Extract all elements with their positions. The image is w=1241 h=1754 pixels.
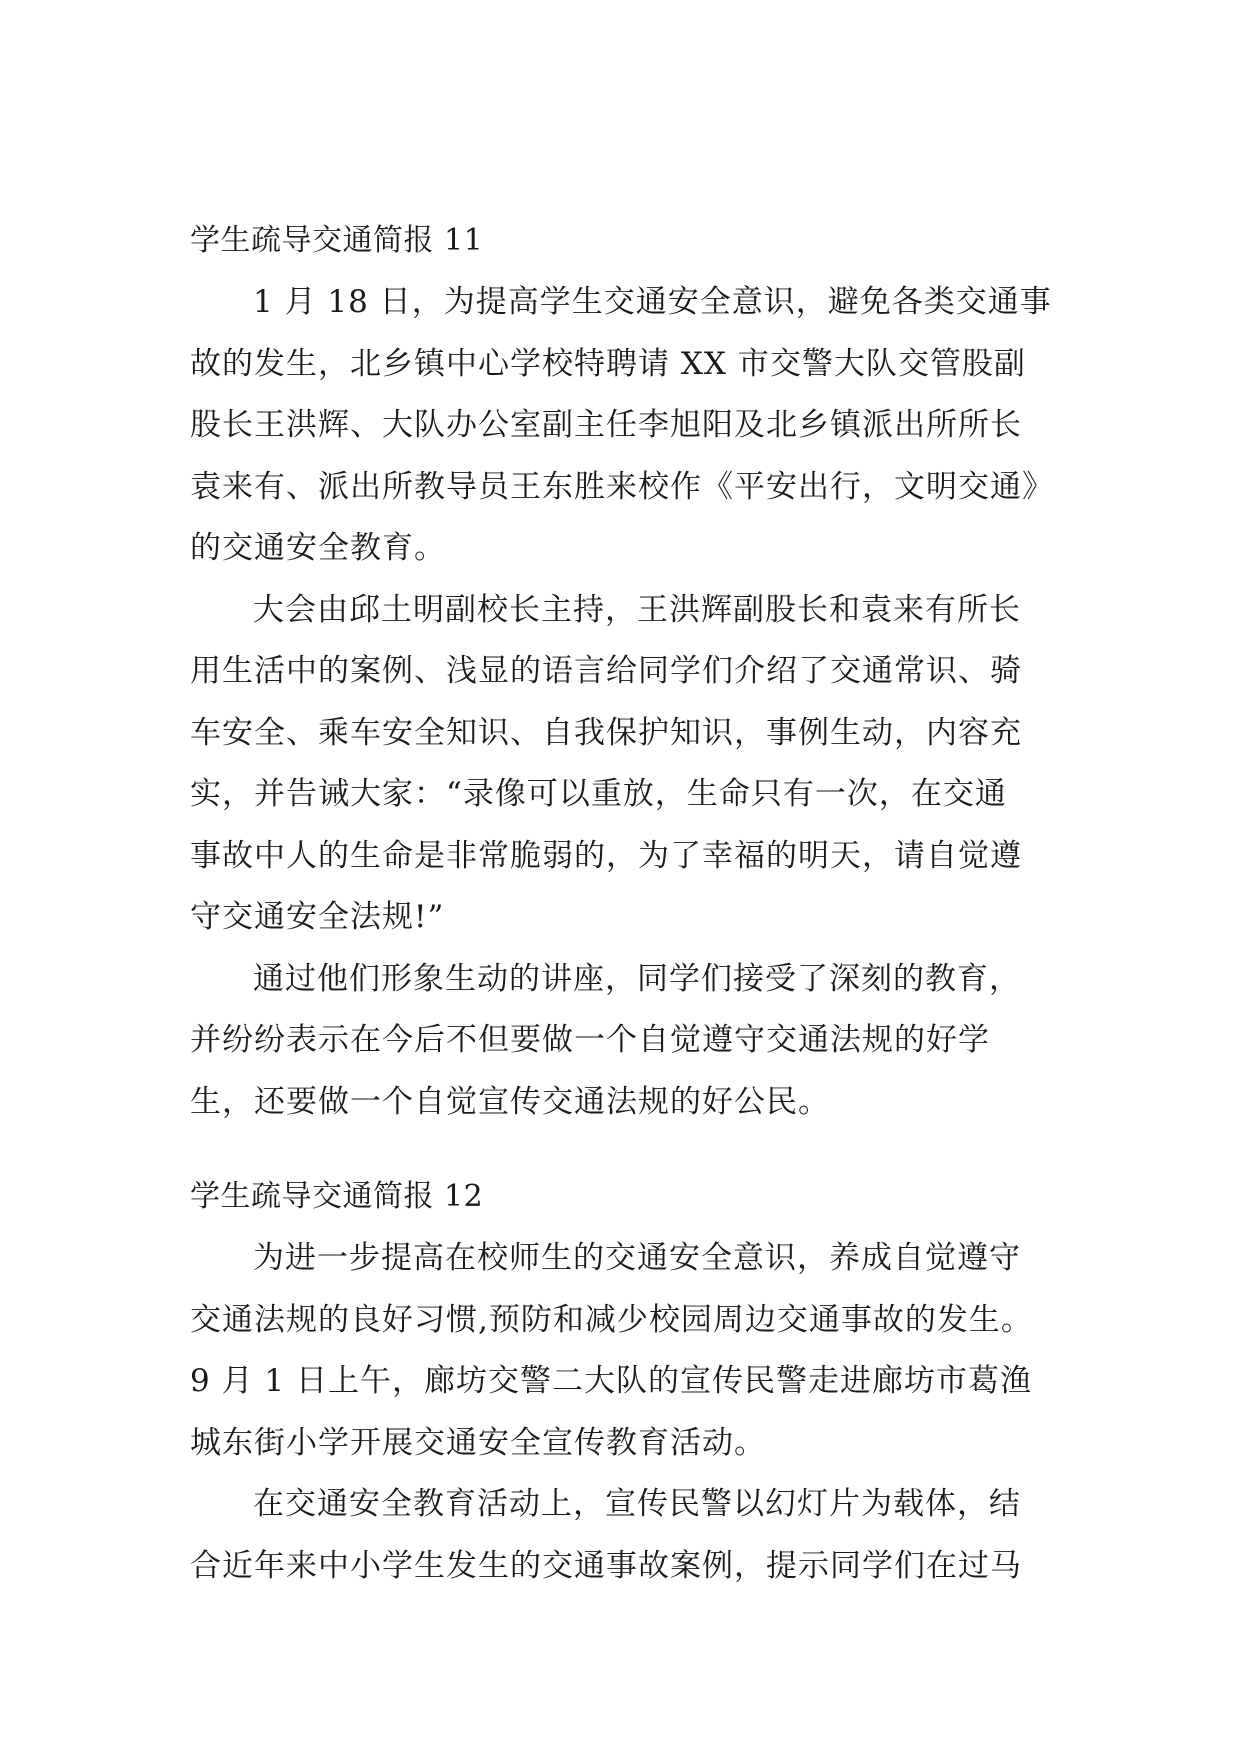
- paragraph-line: 9 月 1 日上午，廊坊交警二大队的宣传民警走进廊坊市葛渔: [190, 1363, 1033, 1399]
- paragraph-line: 生，还要做一个自觉宣传交通法规的好公民。: [190, 1084, 830, 1120]
- paragraph-line: 合近年来中小学生发生的交通事故案例，提示同学们在过马: [190, 1548, 1022, 1584]
- paragraph-line: 在交通安全教育活动上，宣传民警以幻灯片为载体，结: [253, 1486, 1021, 1522]
- paragraph-line: 城东街小学开展交通安全宣传教育活动。: [190, 1425, 766, 1461]
- paragraph-line: 事故中人的生命是非常脆弱的，为了幸福的明天，请自觉遵: [190, 838, 1022, 874]
- paragraph-line: 车安全、乘车安全知识、自我保护知识，事例生动，内容充: [190, 715, 1022, 751]
- paragraph-line: 为进一步提高在校师生的交通安全意识，养成自觉遵守: [253, 1240, 1021, 1276]
- paragraph-line: 并纷纷表示在今后不但要做一个自觉遵守交通法规的好学: [190, 1022, 990, 1058]
- section-title-12: 学生疏导交通简报 12: [190, 1179, 484, 1214]
- paragraph-line: 袁来有、派出所教导员王东胜来校作《平安出行，文明交通》: [190, 469, 1054, 505]
- section-title-11: 学生疏导交通简报 11: [190, 223, 484, 258]
- paragraph-line: 通过他们形象生动的讲座，同学们接受了深刻的教育，: [253, 961, 1021, 997]
- paragraph-line: 的交通安全教育。: [190, 530, 446, 566]
- paragraph-line: 1 月 18 日，为提高学生交通安全意识，避免各类交通事: [253, 284, 1052, 320]
- paragraph-line: 故的发生，北乡镇中心学校特聘请 XX 市交警大队交管股副: [190, 346, 1026, 382]
- paragraph-line: 守交通安全法规!”: [190, 899, 445, 935]
- paragraph-line: 实，并告诫大家：“录像可以重放，生命只有一次，在交通: [190, 776, 1007, 812]
- paragraph-line: 大会由邱土明副校长主持，王洪辉副股长和袁来有所长: [253, 592, 1021, 628]
- paragraph-line: 交通法规的良好习惯,预防和减少校园周边交通事故的发生。: [190, 1302, 1033, 1338]
- paragraph-line: 股长王洪辉、大队办公室副主任李旭阳及北乡镇派出所所长: [190, 407, 1022, 443]
- paragraph-line: 用生活中的案例、浅显的语言给同学们介绍了交通常识、骑: [190, 653, 1022, 689]
